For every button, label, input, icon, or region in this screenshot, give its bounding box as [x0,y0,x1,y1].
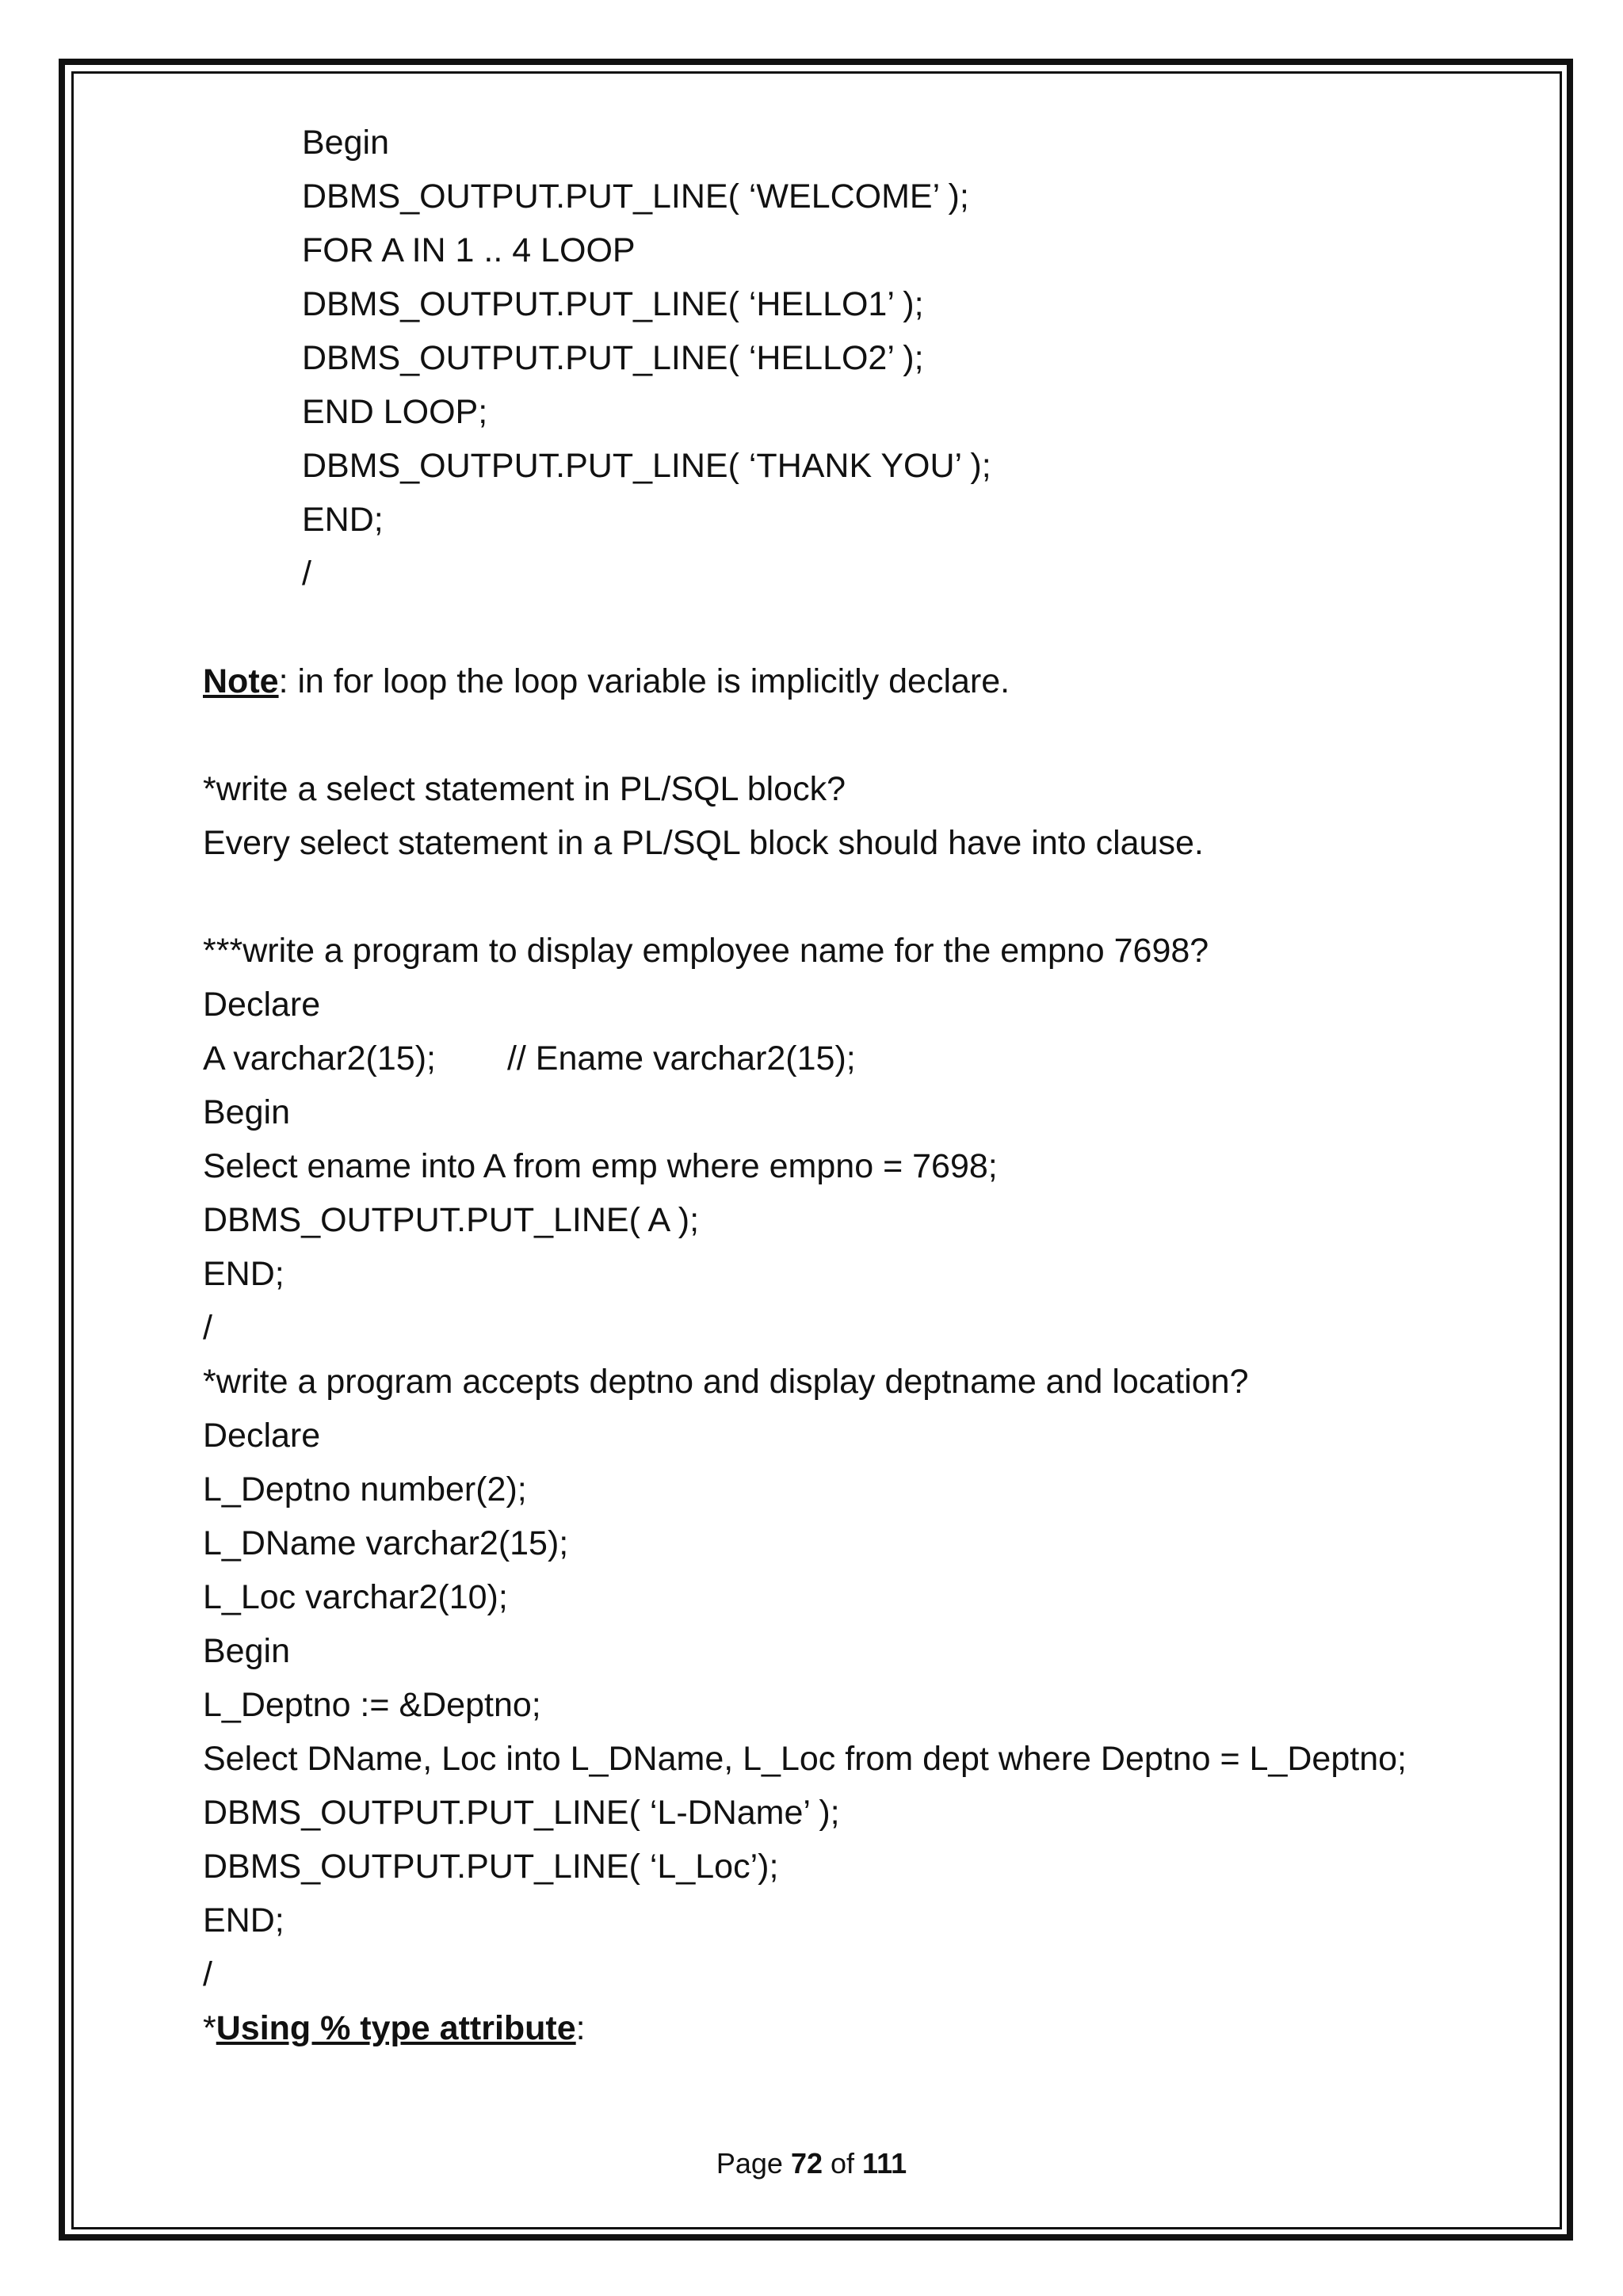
heading-title: Using % type attribute [216,2009,576,2047]
of-word: of [831,2147,855,2180]
code-block-loop [203,116,1518,601]
select-answer: Every select statement in a PL/SQL block should have into clause. [203,824,1204,862]
page-footer [0,2147,1623,2180]
code-comment: // Ename varchar2(15); [506,1039,856,1077]
current-page-number: 72 [790,2147,823,2180]
note-paragraph [203,654,1518,708]
program-question: *write a program accepts deptno and display deptname and location? [203,1363,1249,1401]
code-line: DBMS_OUTPUT.PUT_LINE( A ); [203,1201,700,1239]
program-dept-info [203,1355,1518,2001]
program-question: ***write a program to display employee name for the empno 7698? [203,932,1209,970]
code-line: / [203,1955,212,1993]
code-line: FOR A IN 1 .. 4 LOOP [302,231,636,269]
section-heading-type-attribute [203,2001,1518,2055]
code-line: DBMS_OUTPUT.PUT_LINE( ‘L_Loc’); [203,1848,779,1886]
page-word: Page [716,2147,783,2180]
program-employee-name [203,924,1518,1355]
code-line: DBMS_OUTPUT.PUT_LINE( ‘HELLO2’ ); [302,339,924,377]
note-label: Note [203,662,279,700]
code-line: END; [203,1901,285,1939]
code-line: END; [203,1255,285,1293]
select-question: *write a select statement in PL/SQL block? [203,770,846,808]
code-line: L_Deptno := &Deptno; [203,1686,541,1724]
code-line: Select ename into A from emp where empno = 7698; [203,1147,998,1185]
code-line: END; [302,501,384,539]
code-line-with-comment [203,1032,1518,1085]
code-line: L_Deptno number(2); [203,1470,527,1508]
total-page-count: 111 [862,2147,907,2180]
code-line: Begin [302,124,389,162]
code-line: L_DName varchar2(15); [203,1524,569,1562]
code-line: Begin [203,1093,290,1131]
code-line: L_Loc varchar2(10); [203,1578,508,1616]
code-line: DBMS_OUTPUT.PUT_LINE( ‘WELCOME’ ); [302,177,969,215]
note-text: : in for loop the loop variable is implicitly declare. [278,662,1010,700]
heading-suffix: : [575,2009,586,2047]
code-line: Select DName, Loc into L_DName, L_Loc from dept where Deptno = L_Deptno; [203,1740,1407,1778]
code-line: Declare [203,1417,321,1455]
spacer [203,870,1518,924]
code-line: / [203,1309,212,1347]
code-line: DBMS_OUTPUT.PUT_LINE( ‘THANK YOU’ ); [302,447,991,485]
code-line: / [302,555,311,593]
spacer [203,601,1518,654]
document-body [203,116,1518,2055]
code-line: Begin [203,1632,290,1670]
spacer [203,708,1518,762]
code-line: Declare [203,986,321,1024]
code-line: DBMS_OUTPUT.PUT_LINE( ‘HELLO1’ ); [302,285,924,323]
code-line: END LOOP; [302,393,488,431]
code-line: DBMS_OUTPUT.PUT_LINE( ‘L-DName’ ); [203,1794,840,1832]
heading-prefix: * [203,2009,216,2047]
code-text: A varchar2(15); [203,1039,436,1077]
